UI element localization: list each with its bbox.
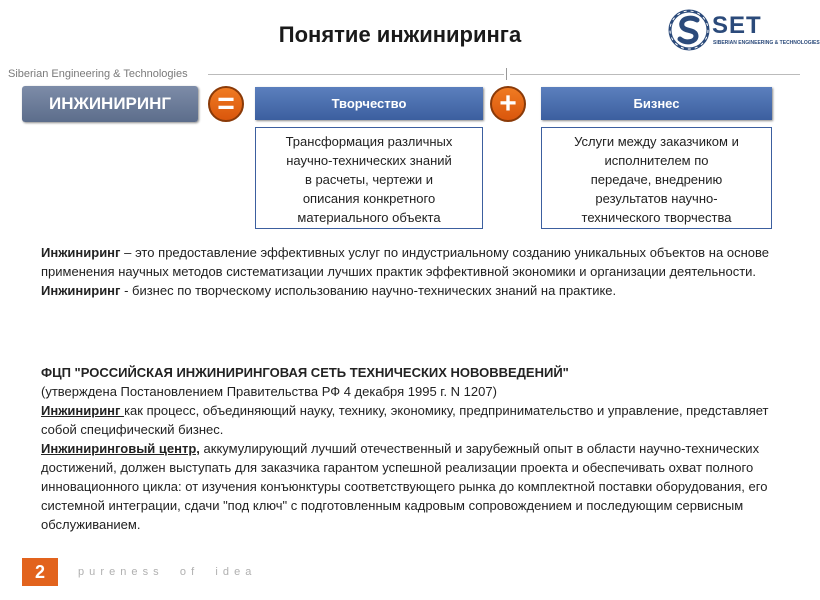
business-line: передаче, внедрению — [590, 172, 723, 187]
company-name: Siberian Engineering & Technologies — [8, 68, 188, 80]
creativity-line: описания конкретного — [302, 191, 436, 206]
creativity-description — [255, 127, 483, 229]
engineering-label-box — [22, 86, 198, 122]
equals-symbol: = — [217, 87, 235, 120]
page-number-text: 2 — [34, 561, 45, 582]
fcp-term: Инжиниринговый центр, — [41, 441, 200, 456]
definition-term: Инжиниринг — [41, 245, 121, 260]
creativity-line: научно-технических знаний — [286, 153, 452, 168]
fcp-term: Инжиниринг — [41, 403, 125, 418]
business-line: результатов научно- — [595, 191, 718, 206]
business-line: Услуги между заказчиком и — [574, 134, 739, 149]
plus-icon — [490, 86, 526, 122]
definitions-block — [41, 243, 769, 300]
fcp-paragraph-2 — [41, 439, 769, 534]
set-logo-icon — [668, 8, 710, 52]
definition-1 — [41, 243, 769, 281]
set-logo — [668, 8, 820, 54]
fcp-heading: ФЦП "РОССИЙСКАЯ ИНЖИНИРИНГОВАЯ СЕТЬ ТЕХНИЧЕСКИХ НОВОВВЕДЕНИЙ" — [41, 365, 569, 380]
creativity-line: в расчеты, чертежи и — [304, 172, 434, 187]
page-number — [22, 558, 58, 586]
definition-2 — [41, 281, 769, 300]
header-divider-tick — [506, 68, 507, 80]
business-line: технического творчества — [581, 210, 732, 225]
engineering-label: ИНЖИНИРИНГ — [48, 94, 172, 113]
fcp-text: аккумулирующий лучший отечественный и зарубежный опыт в области научно-технических достижений, должен выступать для заказчика гарантом успешной реализации проекта и обеспечивать охват полного инновационного цикла: от изучения конъюнктуры соответствующего рынка до комплектной поставки оборудования, его системной интеграции, сдачи "под ключ" с подготовленным кадровым сопровождением и последующим сервисным обслуживанием. — [41, 441, 768, 532]
creativity-line: материального объекта — [297, 210, 441, 225]
fcp-approval: (утверждена Постановлением Правительства РФ 4 декабря 1995 г. N 1207) — [41, 384, 497, 399]
header-divider-left — [208, 74, 504, 75]
definition-term: Инжиниринг — [41, 283, 121, 298]
equals-icon — [208, 86, 244, 122]
plus-symbol: + — [499, 87, 517, 120]
business-description — [541, 127, 772, 229]
fcp-text: как процесс, объединяющий науку, технику, экономику, предпринимательство и управление, представляет собой специфический бизнес. — [41, 403, 769, 437]
business-header — [541, 87, 772, 120]
business-line: исполнителем по — [604, 153, 709, 168]
fcp-block — [41, 363, 769, 534]
creativity-line: Трансформация различных — [285, 134, 453, 149]
definition-text: – это предоставление эффективных услуг по индустриальному созданию уникальных объектов на основе применения научных методов систематизации лучших практик эффективной экономики и организации деятельности. — [41, 245, 769, 279]
creativity-header — [255, 87, 483, 120]
footer-tagline: p u r e n e s s o f i d e a — [78, 566, 253, 578]
business-title: Бизнес — [633, 96, 680, 111]
logo-word: SET — [712, 12, 762, 39]
logo-subtitle: SIBERIAN ENGINEERING & TECHNOLOGIES — [713, 40, 820, 46]
definition-text: - бизнес по творческому использованию научно-технических знаний на практике. — [120, 283, 617, 298]
page-title: Понятие инжиниринга — [278, 22, 522, 47]
fcp-paragraph-1 — [41, 401, 769, 439]
creativity-title: Творчество — [331, 96, 407, 111]
header-divider-right — [510, 74, 800, 75]
